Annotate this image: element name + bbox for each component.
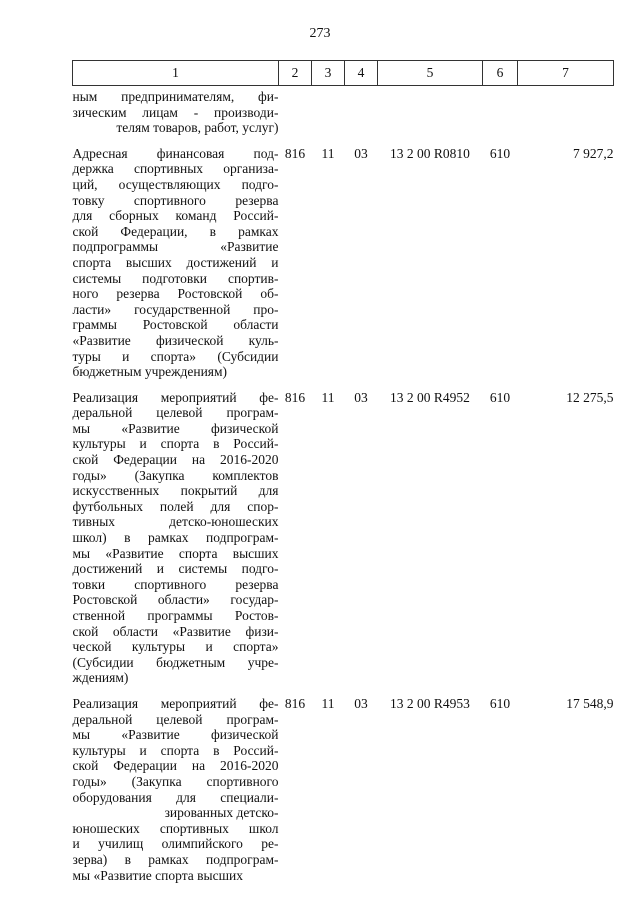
description-line: культуры и спорта в Россий-: [72, 436, 279, 452]
section-code: 11: [321, 695, 335, 711]
ministry-code: [279, 86, 312, 136]
row-description: [73, 136, 279, 380]
description-line: ской Федерации на 2016-2020: [72, 452, 279, 468]
description-line: годы» (Закупка комплектов: [72, 467, 279, 483]
description-line: мы «Развитие спорта высших: [72, 867, 243, 883]
amount: [518, 86, 614, 136]
budget-table: [72, 60, 614, 883]
ministry-code: 816: [284, 695, 306, 711]
description-line: мы «Развитие спорта высших: [72, 545, 279, 561]
table-header-row: [73, 61, 614, 86]
target-article-code: [378, 86, 483, 136]
description-line: Ростовской области» государ-: [72, 592, 279, 608]
ministry-code: 816: [284, 389, 306, 405]
column-header-3: 3: [312, 61, 345, 86]
column-header-4: 4: [345, 61, 378, 86]
description-line: «Развитие физической куль-: [72, 332, 279, 348]
description-line: ласти» государственной про-: [72, 301, 279, 317]
description-line: туры и спорта» (Субсидии: [72, 348, 279, 364]
description-line: системы подготовки спортив-: [72, 270, 279, 286]
table-row: [73, 86, 614, 136]
target-article-code: 13 2 00 R4953: [390, 695, 470, 711]
description-line: ций, осуществляющих подго-: [72, 176, 279, 192]
description-line: мы «Развитие физической: [72, 420, 279, 436]
description-line: товки спортивного резерва: [72, 576, 279, 592]
table-row: [73, 686, 614, 883]
description-line: Реализация мероприятий фе-: [72, 695, 279, 711]
ministry-code: 816: [284, 145, 306, 161]
subsection-code: 03: [354, 695, 368, 711]
description-line: ждениям): [72, 670, 129, 686]
description-line: ным предпринимателям, фи-: [72, 89, 279, 104]
row-description: [73, 86, 279, 136]
description-line: Реализация мероприятий фе-: [72, 389, 279, 405]
description-line: подпрограммы «Развитие: [72, 239, 279, 255]
description-line: зерва) в рамках подпрограм-: [72, 851, 279, 867]
section-code: 11: [321, 145, 335, 161]
column-header-6: 6: [483, 61, 518, 86]
subsection-code: 03: [354, 145, 368, 161]
description-line: мы «Развитие физической: [72, 727, 279, 743]
target-article-code: 13 2 00 R4952: [390, 389, 470, 405]
section-code: 11: [321, 389, 335, 405]
description-line: ской Федерации, в рамках: [72, 223, 279, 239]
description-line: искусственных покрытий для: [72, 483, 279, 499]
table-row: [73, 380, 614, 686]
description-line: телям товаров, работ, услуг): [116, 120, 279, 136]
amount: 17 548,9: [566, 695, 614, 711]
description-line: товку спортивного резерва: [72, 192, 279, 208]
expense-type-code: [483, 86, 518, 136]
row-description: [73, 380, 279, 686]
subsection-code: 03: [354, 389, 368, 405]
description-line: спорта высших достижений и: [72, 254, 279, 270]
description-line: футбольных полей для спор-: [72, 498, 279, 514]
description-line: Адресная финансовая под-: [72, 145, 279, 161]
description-line: ской области «Развитие физи-: [72, 623, 279, 639]
description-line: оборудования для специали-: [72, 789, 279, 805]
description-line: ской Федерации на 2016-2020: [72, 758, 279, 774]
page-number: 273: [309, 26, 331, 41]
amount: 7 927,2: [573, 145, 614, 161]
amount: 12 275,5: [566, 389, 614, 405]
column-header-7: 7: [518, 61, 614, 86]
column-header-5: 5: [378, 61, 483, 86]
description-line: держка спортивных организа-: [72, 161, 279, 177]
column-header-2: 2: [279, 61, 312, 86]
description-line: зическим лицам - производи-: [72, 104, 279, 120]
description-line: достижений и системы подго-: [72, 561, 279, 577]
expense-type-code: 610: [489, 145, 511, 161]
description-line: бюджетным учреждениям): [72, 364, 228, 380]
description-line: зированных детско-: [164, 805, 279, 821]
description-line: ственной программы Ростов-: [72, 608, 279, 623]
target-article-code: 13 2 00 R0810: [390, 145, 470, 161]
description-line: деральной целевой програм-: [72, 711, 279, 727]
column-header-1: 1: [73, 61, 279, 86]
description-line: граммы Ростовской области: [72, 317, 279, 333]
description-line: ческой культуры и спорта»: [72, 639, 279, 655]
description-line: и училищ олимпийского ре-: [72, 836, 279, 852]
description-line: школ) в рамках подпрограм-: [72, 530, 279, 546]
table-row: [73, 136, 614, 380]
description-line: ного резерва Ростовской об-: [72, 286, 279, 302]
description-line: для сборных команд Россий-: [72, 208, 279, 224]
section-code: [312, 86, 345, 136]
description-line: юношеских спортивных школ: [72, 820, 279, 836]
description-line: годы» (Закупка спортивного: [72, 773, 279, 789]
expense-type-code: 610: [489, 389, 511, 405]
description-line: (Субсидии бюджетным учре-: [72, 654, 279, 670]
subsection-code: [345, 86, 378, 136]
description-line: тивных детско-юношеских: [72, 514, 279, 530]
expense-type-code: 610: [489, 695, 511, 711]
row-description: [73, 686, 279, 883]
description-line: деральной целевой програм-: [72, 405, 279, 421]
description-line: культуры и спорта в Россий-: [72, 742, 279, 758]
